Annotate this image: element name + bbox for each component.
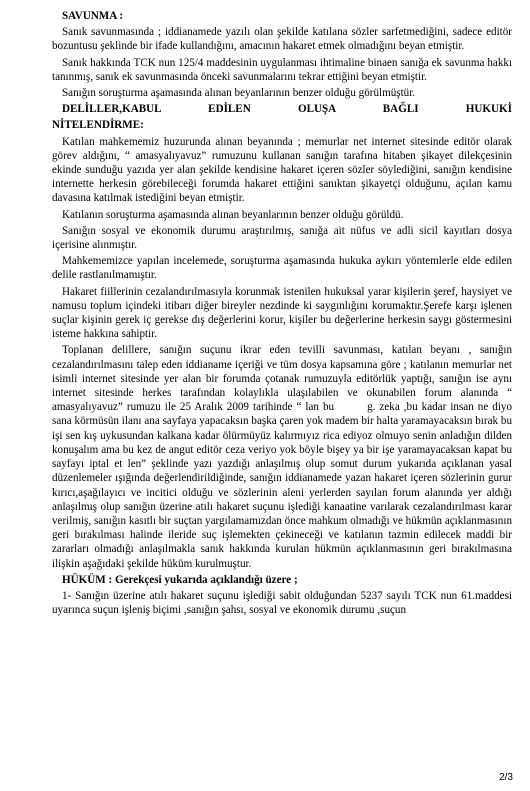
redaction-block [334, 403, 367, 413]
heading-savunma: SAVUNMA : [62, 10, 124, 22]
paragraph-hukum-1: 1- Sanığın üzerine atılı hakaret suçunu işlediği sabit olduğundan 5237 sayılı TCK nun 61.maddesi uyarınca suçun işleniş biçimi ,sanığın şahsı, sosyal ve ekonomik durumu ,suçun [52, 589, 512, 617]
page-number: 2/3 [499, 771, 513, 783]
paragraph-ek-savunma: Sanık hakkında TCK nun 125/4 maddesinin uygulanması ihtimaline binaen sanığa ek savunma hakkı tanınmış, sanık ek savunmasında önceki savunmalarını tekrar ettiğini beyan etmiştir. [52, 56, 512, 83]
paragraph-katilan-sorusturma: Katılanın soruşturma aşamasında alınan beyanlarının benzer olduğu görüldü. [62, 208, 404, 221]
heading-deliller-line2: NİTELENDİRME: [52, 119, 144, 132]
paragraph-sanik-sorusturma: Sanığın soruşturma aşamasında alınan beyanlarının benzer olduğu görülmüştür. [62, 87, 416, 100]
paragraph-sosyal-ekonomik: Sanığın sosyal ve ekonomik durumu araştırılmış, sanığa ait nüfus ve adli sicil kayıtları dosya içerisine alınmıştır. [52, 224, 512, 252]
paragraph-toplanan-deliller-part2: g. zeka ,bu kadar insan ne diyo sana körmüsün ilanı ana sayfaya yapacaksın başka çaren yok madem bir halta yaramayacaksın bırak bu işi sen kış uykusundan kalkana kadar ölürmüyüz kalırmıyız rica ediyoz olmuyo senin anladığın dilden konuşalım ama bu kez de angut editör ceza veriyo yok böyle bişey ya bir işe yaramayacaksan kapat bu sayfayı iptal et len” şeklinde yazı yazdığı anlaşılmış olup somut durum yukarıda açıklanan yasal düzenlemeler ışığında değerlendirildiğinde, sanığın iddianamede yazan hakaret içeren sözlerinin gurur kırıcı,aşağılayıcı ve incitici olduğu ve sözlerinin aleni yerlerden sayılan forum alanında yer aldığı anlaşılmış olup sanığın üzerine atılı hakaret suçunu işlediği kanaatine varılarak cezalandırılması karar verilmiş, sanığın kasıtlı bir suçtan yargılamamızdan önce mahkum olmadığı ve hükmün açıklanmasının geri bırakılması halinde ileride suç işlemekten çekineceği ve katılanın tazmin edilecek maddi bir zararları olmadığı anlaşılmakla sanık hakkında kurulan hükmün açıklanmasının geri bırakılmasına ilişkin aşağıdaki şekilde hüküm kurulmuştur. [52, 401, 512, 570]
heading-hukum-rest: Gerekçesi yukarıda açıklandığı üzere ; [112, 573, 298, 586]
heading-hukum [52, 573, 512, 587]
paragraph-toplanan-deliller-part1: Toplanan delillere, sanığın suçunu ikrar eden tevilli savunması, katılan beyanı , sanığın cezalandırılmasını talep eden iddianame içeriği ve tüm dosya kapsamına göre ; katılanın memurlar net isimli internet sitesinde yer alan bir forumda çotanak rumuzuyla editörlük yaptığı, sanığın ise aynı internet sitesinde herkes tarafından kolaylıkla ulaşılabilen ve okunabilen forum alanında “ amasyalıyavuz” rumuzu ile 25 Aralık 2009 tarihinde “ lan bu [52, 344, 512, 414]
paragraph-hukuksal-yarar: Hakaret fiillerinin cezalandırılmasıyla korunmak istenilen hukuksal yarar kişilerin şeref, haysiyet ve namusu toplum içindeki itibarı diğer bireyler nezdinde ki saygınlığını korumaktır.Şerefe karşı işlenen suçlar kişinin gerek iç gerekse dış değerlerini korur, kişiler bu değerlerine herkesin saygı göstermesini isteme hakkına sahiptir. [52, 285, 512, 341]
paragraph-toplanan-deliller [52, 343, 512, 570]
heading-hukum-prefix: HÜKÜM : [62, 573, 113, 586]
document-body [52, 9, 512, 617]
paragraph-sanik-savunma: Sanık savunmasında ; iddianamede yazılı olan şekilde katılana sözler sarfetmediğini, sadece editör bozuntusu şeklinde bir ifade kullandığını, amacının hakaret etmek olmadığını beyan etmiştir. [52, 26, 512, 53]
heading-deliller-line1: DELİLLER,KABUL EDİLEN OLUŞA BAĞLI HUKUKİ [62, 103, 512, 116]
paragraph-inceleme: Mahkememizce yapılan incelemede, soruşturma aşamasında hukuka aykırı yöntemlerle elde edilen delile rastlanılmamıştır. [52, 255, 512, 282]
paragraph-katilan-beyan: Katılan mahkememiz huzurunda alınan beyanında ; memurlar net internet sitesinde editör olarak görev aldığını, “ amasyalıyavuz” rumuzunu kullanan sanığın tarafına hitaben şikayet dilekçesinin ekinde sunduğu yazıda yer alan şekilde kendisine hakaret içeren sözler söylediğini, sanığın kendisine internette herkesin görebileceği forumda hakaret ettiğini sanıktan şikayetçi olduğunu, açılan kamu davasına katılmak istediğini beyan etmiştir. [52, 135, 512, 205]
